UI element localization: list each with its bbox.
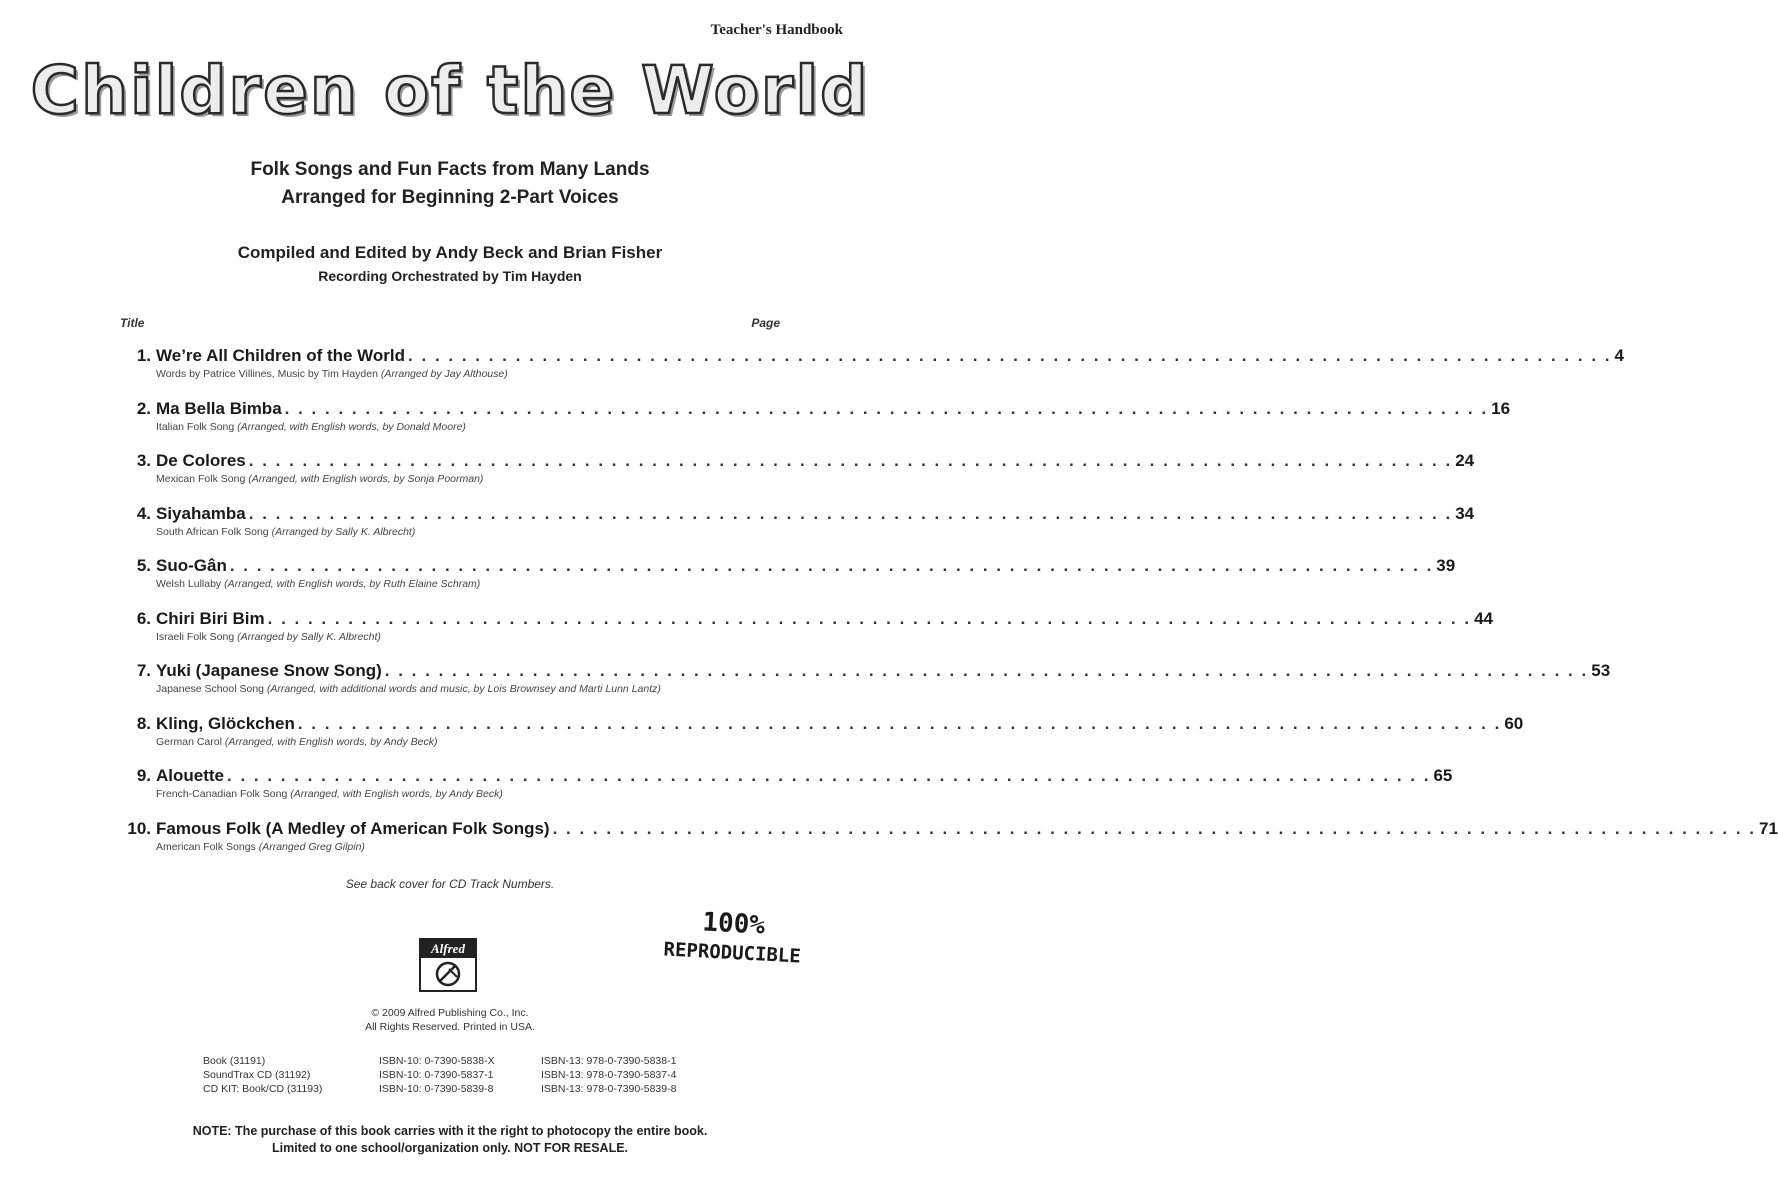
toc-entry-origin: German Carol [156,735,222,748]
toc-entry [118,555,1456,608]
toc-entry-line [118,608,1493,630]
toc-entry-page: 4 [1614,346,1624,365]
credit-orchestrated: Recording Orchestrated by Tim Hayden [318,268,582,284]
toc-entry-number: 9. [136,766,151,785]
toc-entry-credit [156,367,770,382]
product-isbn10: ISBN-10: 0-7390-5837-1 [379,1069,494,1081]
toc-entry [118,713,1524,766]
toc-entry-page: 65 [1433,766,1453,785]
toc-entry-title: Ma Bella Bimba [156,398,282,418]
product-row [203,1068,676,1082]
toc-entry-line [118,555,1456,577]
toc-entry-number: 1. [136,346,151,365]
toc-entry-origin: Welsh Lullaby [156,578,222,590]
toc-entry [118,608,1493,661]
toc-entry-number: 3. [136,451,151,470]
toc-entry-page: 60 [1504,713,1524,733]
copyright-line-2: All Rights Reserved. Printed in USA. [365,1021,535,1033]
toc-entry-title: De Colores [156,451,246,470]
toc-entry-page: 44 [1474,608,1493,628]
toc-entry-number: 8. [136,713,151,733]
toc-entry-origin: Japanese School Song [156,683,264,695]
toc-entry-credit [156,840,770,855]
toc-entry-credit [156,525,770,540]
toc-entry-origin: South African Folk Song [156,525,269,538]
toc-entry [118,398,1511,451]
toc-entry-origin: Israeli Folk Song [156,630,235,643]
product-name: Book (31191) [203,1055,266,1067]
product-name: CD KIT: Book/CD (31193) [203,1083,323,1095]
product-isbn10: ISBN-10: 0-7390-5838-X [379,1055,495,1067]
toc-entry [118,818,1778,871]
toc-entry [118,503,1475,556]
toc-entry-number: 10. [127,818,151,838]
toc-entry-arranger: (Arranged by Sally K. Albrecht) [271,525,416,538]
toc-entry-title: Famous Folk (A Medley of American Folk Songs) [156,818,550,838]
toc-entry-arranger: (Arranged, with English words, by Sonja Poorman) [248,473,484,485]
toc-entry-origin: French-Canadian Folk Song [156,788,288,800]
subtitle-line-2: Arranged for Beginning 2-Part Voices [281,187,619,208]
toc-entry-number: 5. [136,556,151,575]
toc-entry-credit [156,735,770,750]
toc-dot-leader: . . . . . . . . . . . . . . . . . . . . . . . . . . . . . . . . . . . . . . . . . . . . . . . . . . . . . . . . . . . . . . . . . . . . . . . . . . . . . . . . . . . . . . . . . . [229,556,1434,575]
toc-entry-credit [156,682,770,697]
photocopy-note-line-2: Limited to one school/organization only. NOT FOR RESALE. [271,1141,629,1155]
toc-page-heading: Page [751,316,780,330]
toc-entry-credit [156,787,770,802]
credit-compiled: Compiled and Edited by Andy Beck and Brian Fisher [237,243,663,262]
toc-entry-number: 6. [136,608,151,628]
toc-entry-arranger: (Arranged by Sally K. Albrecht) [237,630,381,643]
toc-entry-arranger: (Arranged Greg Gilpin) [258,840,365,853]
toc-entry-number: 7. [136,661,151,680]
toc-dot-leader: . . . . . . . . . . . . . . . . . . . . . . . . . . . . . . . . . . . . . . . . . . . . . . . . . . . . . . . . . . . . . . . . . . . . . . . . . . . . . . . . . . . . . . . . . . [297,713,1502,733]
toc-entry-line [118,450,1475,472]
toc-dot-leader: . . . . . . . . . . . . . . . . . . . . . . . . . . . . . . . . . . . . . . . . . . . . . . . . . . . . . . . . . . . . . . . . . . . . . . . . . . . . . . . . . . . . . . . . . . [552,818,1757,838]
product-isbn-table [203,1054,676,1096]
toc-entry-number: 4. [136,503,151,523]
toc-entry-line [118,818,1778,840]
toc-entry-title: Siyahamba [156,503,246,523]
toc-entry-line [118,765,1453,787]
product-name: SoundTrax CD (31192) [203,1069,311,1081]
subtitle-line-1: Folk Songs and Fun Facts from Many Lands [250,159,650,180]
toc-entry-title: We’re All Children of the World [156,346,406,365]
toc-entry-line [118,345,1624,367]
reproducible-badge [627,903,840,972]
copyright [0,1006,900,1034]
alfred-emblem-icon [429,960,467,988]
handbook-label: Teacher's Handbook [710,22,843,38]
toc-entry-line [118,713,1524,735]
toc-entry [118,660,1611,713]
toc-entry [118,450,1475,503]
copyright-line-1: © 2009 Alfred Publishing Co., Inc. [371,1007,529,1019]
toc-entry-credit [156,577,770,592]
toc-entry-arranger: (Arranged, with English words, by Ruth Elaine Schram) [224,578,481,590]
toc-entry-page: 34 [1455,503,1475,523]
badge-percent: 100% [701,907,766,941]
toc-entry-origin: Mexican Folk Song [156,473,246,485]
toc-dot-leader: . . . . . . . . . . . . . . . . . . . . . . . . . . . . . . . . . . . . . . . . . . . . . . . . . . . . . . . . . . . . . . . . . . . . . . . . . . . . . . . . . . . . . . . . . . [267,608,1472,628]
main-title: Children of the World [30,52,870,129]
toc-entry-origin: Words by Patrice Villines, Music by Tim Hayden [156,368,378,380]
toc-entry-arranger: (Arranged, with English words, by Andy Beck) [290,788,503,800]
toc-entry [118,765,1453,818]
product-isbn13: ISBN-13: 978-0-7390-5838-1 [541,1055,677,1067]
toc-entry-arranger: (Arranged, with English words, by Andy Beck) [224,735,438,748]
toc-entry-title: Yuki (Japanese Snow Song) [156,661,382,680]
toc-dot-leader: . . . . . . . . . . . . . . . . . . . . . . . . . . . . . . . . . . . . . . . . . . . . . . . . . . . . . . . . . . . . . . . . . . . . . . . . . . . . . . . . . . . . . . . . . . [408,346,1612,365]
photocopy-note [0,1123,900,1157]
alfred-logo-text: Alfred [421,940,475,958]
alfred-logo [419,938,477,992]
toc-entry-line [118,660,1611,682]
toc-entry-credit [156,472,770,487]
toc-entry-title: Alouette [156,766,224,785]
toc-entry-arranger: (Arranged, with English words, by Donald Moore) [237,420,466,433]
toc-dot-leader: . . . . . . . . . . . . . . . . . . . . . . . . . . . . . . . . . . . . . . . . . . . . . . . . . . . . . . . . . . . . . . . . . . . . . . . . . . . . . . . . . . . . . . . . . . [227,766,1431,785]
toc-entry-arranger: (Arranged, with additional words and music, by Lois Brownsey and Marti Lunn Lantz) [266,683,661,695]
credits [0,240,900,286]
toc-entry-credit [156,420,770,435]
product-isbn10: ISBN-10: 0-7390-5839-8 [379,1083,494,1095]
toc-entry-page: 53 [1591,661,1611,680]
toc-dot-leader: . . . . . . . . . . . . . . . . . . . . . . . . . . . . . . . . . . . . . . . . . . . . . . . . . . . . . . . . . . . . . . . . . . . . . . . . . . . . . . . . . . . . . . . . . . [248,503,1453,523]
toc-entry-credit [156,630,770,645]
toc-entry-origin: American Folk Songs [156,840,256,853]
toc-entry-origin: Italian Folk Song [156,420,235,433]
cd-track-note: See back cover for CD Track Numbers. [345,877,555,891]
toc-entry-number: 2. [136,398,151,418]
table-of-contents [118,345,1778,870]
toc-entry-line [118,398,1511,420]
toc-entry [118,345,1624,398]
toc-entry-page: 16 [1491,398,1511,418]
photocopy-note-line-1: NOTE: The purchase of this book carries with it the right to photocopy the entire book. [192,1124,708,1138]
toc-entry-line [118,503,1475,525]
toc-entry-title: Kling, Glöckchen [156,713,295,733]
badge-reproducible: REPRODUCIBLE [663,938,802,968]
toc-entry-page: 71 [1759,818,1778,838]
toc-dot-leader: . . . . . . . . . . . . . . . . . . . . . . . . . . . . . . . . . . . . . . . . . . . . . . . . . . . . . . . . . . . . . . . . . . . . . . . . . . . . . . . . . . . . . . . . . . [248,451,1453,470]
toc-entry-arranger: (Arranged by Jay Althouse) [380,368,508,380]
product-row [203,1082,676,1096]
toc-entry-title: Chiri Biri Bim [156,608,265,628]
toc-entry-page: 24 [1455,451,1475,470]
product-isbn13: ISBN-13: 978-0-7390-5837-4 [541,1069,677,1081]
toc-entry-title: Suo-Gân [156,556,227,575]
toc-entry-page: 39 [1436,556,1456,575]
toc-dot-leader: . . . . . . . . . . . . . . . . . . . . . . . . . . . . . . . . . . . . . . . . . . . . . . . . . . . . . . . . . . . . . . . . . . . . . . . . . . . . . . . . . . . . . . . . . . [384,661,1589,680]
product-isbn13: ISBN-13: 978-0-7390-5839-8 [541,1083,677,1095]
product-row [203,1054,676,1068]
toc-title-heading: Title [120,316,145,330]
subtitle [0,156,900,212]
toc-dot-leader: . . . . . . . . . . . . . . . . . . . . . . . . . . . . . . . . . . . . . . . . . . . . . . . . . . . . . . . . . . . . . . . . . . . . . . . . . . . . . . . . . . . . . . . . . . [284,398,1489,418]
